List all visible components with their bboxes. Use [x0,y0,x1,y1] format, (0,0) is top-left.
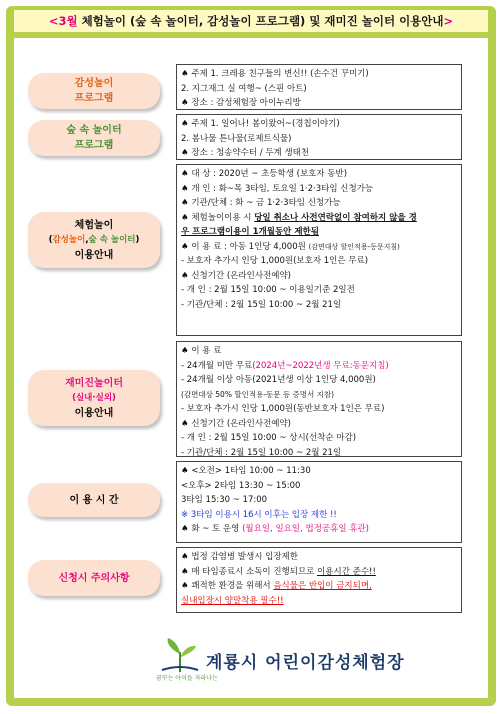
forest-place: ♠ 장소 : 청송약수터 / 두계 생태천 [181,148,310,158]
sprout-logo-icon [158,636,202,674]
label-experience-guide [28,212,160,268]
label-fun-line3: 이용안내 [74,407,114,419]
experience-individual: ♠ 개 인 : 화~목 3타임, 토요일 1·2·3타임 신청가능 [181,183,374,194]
label-hours-text: 이 용 시 간 [69,494,119,506]
sensory-program-box [176,64,462,110]
label-fun-playground [28,370,160,426]
label-experience-line1: 체험놀이 [74,219,114,231]
label-forest-line2: 프로그램 [74,140,114,151]
hours-closed-b: (월요일, 일요일, 법정공휴일 휴관) [242,524,369,534]
label-forest-program [28,120,160,156]
warn-a: 체험놀이이용 시 [191,212,255,223]
label-forest-line1: 숲 속 놀이터 [66,125,122,136]
fun-period-group: - 기관/단체 : 2월 15일 10:00 ~ 2월 21일 [181,447,342,458]
fun-guardian: - 보호자 추가시 인당 1,000원(동반보호자 1인은 무료) [181,404,385,414]
experience-warning-2: 우 프로그램이용이 1개월동안 제한됨 [181,227,319,237]
fun-period-title: ♠ 신청기간 (온라인사전예약) [181,418,291,429]
fun-over24: - 24개월 이상 아동(2021년생 이상 1인당 4,000원) [181,375,376,385]
logo-subtext: 꿈꾸는 아이들 자라나는 [156,675,218,682]
experience-fee-guardian: - 보호자 추가시 인당 1,000원(보호자 1인은 무료) [181,256,369,266]
footer-logo [150,636,450,686]
logo-text: 계룡시 어린이감성체험장 [206,653,405,673]
label-experience-sensory: 감성놀이 [52,234,86,245]
label-hours [28,483,160,517]
label-sensory-line2: 프로그램 [74,93,114,104]
hours-closed [181,522,457,537]
caution-line3 [181,579,457,594]
label-fun-line1: 재미진놀이터 [65,377,123,389]
experience-box [176,164,462,336]
experience-target: ♠ 대 상 : 2020년 ~ 초등학생 (보호자 동반) [181,169,348,179]
hours-pm1: <오후> 2타임 13:30 ~ 15:00 [181,480,301,491]
experience-warning-1 [181,211,457,226]
forest-program-box [176,114,462,160]
caution-box [176,547,462,613]
caution-line2-a: ♠ 매 타임종료시 소독이 진행되므로 [181,566,318,577]
caution-line2-b: 이용시간 준수!! [317,566,376,577]
caution-line3-b: 음식물은 반입이 금지되며, [273,581,372,591]
fun-under24-a: - 24개월 미만 무료 [181,360,253,371]
caution-line1: ♠ 법정 감염병 발생시 입장제한 [181,552,298,562]
label-experience-line3: 이용안내 [74,249,114,261]
fun-fee-title: ♠ 이 용 료 [181,346,222,356]
hours-box [176,461,462,543]
fun-playground-box [176,341,462,457]
title-main: 체험놀이 (숲 속 놀이터, 감성놀이 프로그램) 및 재미진 놀이터 이용안내 [77,14,444,28]
sensory-topic-1: ♠ 주제 1. 크레용 친구들의 변신!! (손수건 꾸미기) [181,69,369,79]
fee-main: ♠ 이 용 료 : 아동 1인당 4,000원 [181,241,309,252]
hours-closed-a: ♠ 화 ~ 토 운영 [181,524,243,534]
paren-close: ) [135,234,140,245]
fun-discount: (감면대상 50% 할인적용-동문 등 증명서 지참) [181,389,335,399]
label-caution-text: 신청시 주의사항 [58,572,130,584]
label-experience-forest: 숲 속 놀이터 [88,234,136,245]
fun-under24-b: (2024년~2022년생 무료:동문지침) [252,360,389,371]
fun-under24 [181,359,457,374]
label-sensory-program [28,73,160,109]
hours-am: ♠ <오전> 1타임 10:00 ~ 11:30 [181,466,311,476]
hours-pm2: 3타임 15:30 ~ 17:00 [181,495,268,505]
caution-line2 [181,565,457,580]
label-sep: , [85,234,89,245]
title-month: <3월 [48,14,78,28]
label-experience-line2 [49,233,140,248]
title-end: > [443,14,454,28]
experience-period-group: - 기관/단체 : 2월 15일 10:00 ~ 2월 21일 [181,299,342,310]
hours-note: ※ 3타임 이용시 16시 이후는 입장 제한 !! [181,509,337,520]
label-fun-line2: (실내·실외) [72,392,116,403]
fun-period-individual: - 개 인 : 2월 15일 10:00 ~ 상시(선착순 마감) [181,433,357,443]
page-title [14,10,488,32]
sensory-topic-2: 2. 지그재그 실 여행~ (스핀 아트) [181,83,307,94]
label-caution [28,560,160,596]
experience-fee [181,240,457,255]
paren-open: ( [48,234,53,245]
experience-period-individual: - 개 인 : 2월 15일 10:00 ~ 이용일기준 2일전 [181,285,355,295]
experience-group: ♠ 기관/단체 : 화 ~ 금 1·2·3타임 신청가능 [181,198,341,208]
caution-line3-a: ♠ 쾌적한 환경을 위해서 [181,581,274,591]
forest-topic-2: 2. 봄나물 튼나물(로제트식물) [181,133,292,144]
label-sensory-line1: 감성놀이 [74,78,114,89]
warn-b: 당일 취소나 사전연락없이 참여하지 않을 경 [254,212,417,223]
fee-note: (감면대상 할인적용-동문지침) [308,242,400,251]
experience-period-title: ♠ 신청기간 (온라인사전예약) [181,270,291,281]
caution-line4: 실내입장시 양말착용 필수!! [181,595,284,606]
sensory-place: ♠ 장소 : 감성체험장 아이누리방 [181,98,301,108]
warn-prefix: ♠ [181,212,192,223]
forest-topic-1: ♠ 주제 1. 일어나! 봄이왔어~(경칩이야기) [181,119,340,129]
